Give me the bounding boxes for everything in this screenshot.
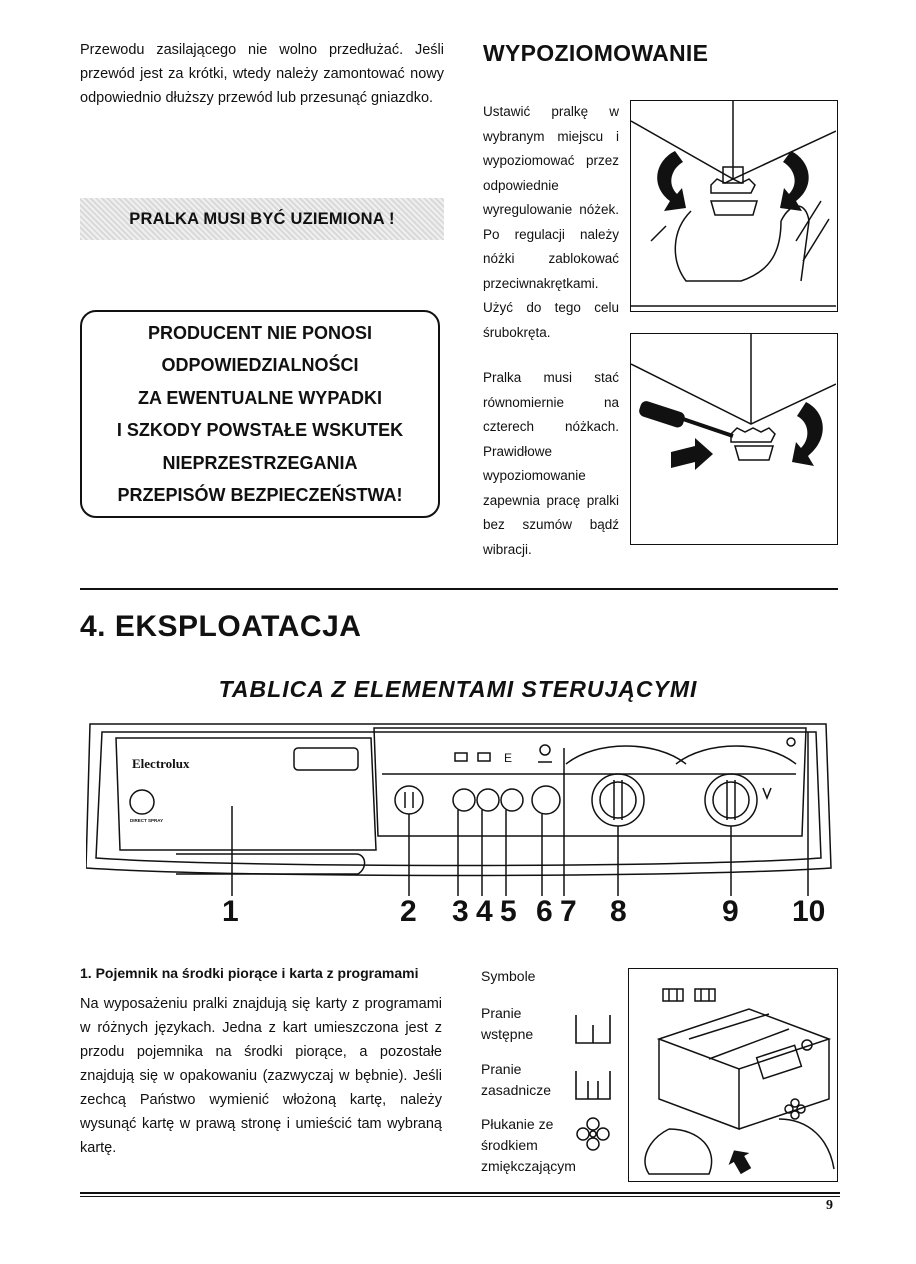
leveling-figure-hand xyxy=(630,100,838,312)
control-panel-diagram xyxy=(86,718,832,900)
callout-numbers xyxy=(80,895,840,935)
symbol-rinse xyxy=(481,1114,616,1177)
mainwash-label: Pranie zasadnicze xyxy=(481,1061,552,1098)
prewash-label: Pranie wstępne xyxy=(481,1005,534,1042)
section-divider xyxy=(80,588,838,590)
hand-adjusting-foot-illustration xyxy=(631,101,836,310)
symbols-title: Symbole xyxy=(481,968,536,984)
warning-line: PRZEPISÓW BEZPIECZEŃSTWA! xyxy=(117,485,403,505)
footer-rule-thin xyxy=(80,1196,840,1197)
callout-3: 3 xyxy=(452,895,469,928)
softener-flower-icon xyxy=(575,1116,611,1152)
grounding-text: PRALKA MUSI BYĆ UZIEMIONA ! xyxy=(129,209,395,228)
symbol-prewash xyxy=(481,1003,616,1045)
callout-6: 6 xyxy=(536,895,553,928)
leveling-paragraph-2: Pralka musi stać równomiernie na czterech nóżkach. Prawidłowe wypoziomowanie zapewnia pracę pralki bez szumów bądź wibracji. xyxy=(483,370,619,557)
prewash-compartment-icon xyxy=(573,1011,613,1047)
item-1-text: Na wyposażeniu pralki znajdują się karty z programami w różnych językach. Jedna z kart umieszczona jest z przodu pojemnika na środki piorące, a pozostałe znajdują się w opakowaniu (zazwyczaj w bębnie). Jeśli zechcą Państwo wymienić włożoną kartę, należy wysunąć kartę w prawą stronę i umieścić tam wybraną kartę. xyxy=(80,996,442,1156)
mainwash-compartment-icon xyxy=(573,1067,613,1103)
page-number: 9 xyxy=(826,1198,833,1213)
warning-line: ZA EWENTUALNE WYPADKI xyxy=(138,387,382,408)
control-panel-title: TABLICA Z ELEMENTAMI STERUJĄCYMI xyxy=(218,676,698,702)
rinse-label: Płukanie ze środkiem zmiękczającym xyxy=(481,1116,576,1174)
leveling-title: WYPOZIOMOWANIE xyxy=(483,40,709,66)
symbol-mainwash xyxy=(481,1059,616,1101)
screwdriver-locking-nut-illustration xyxy=(631,334,836,543)
warning-line: NIEPRZESTRZEGANIA xyxy=(162,452,358,473)
brand-logo: Electrolux xyxy=(132,756,190,771)
grounding-notice xyxy=(80,198,444,240)
intro-paragraph: Przewodu zasilającego nie wolno przedłużać. Jeśli przewód jest za krótki, wtedy należy zamontować nowy odpowiednio dłuższy przewód lub przesunąć gniazdko. xyxy=(80,42,444,106)
callout-10: 10 xyxy=(792,895,826,928)
detergent-drawer-illustration xyxy=(629,969,836,1180)
direct-spray-label: DIRECT SPRAY xyxy=(130,818,164,823)
warning-line: ODPOWIEDZIALNOŚCI xyxy=(161,355,359,375)
callout-5: 5 xyxy=(500,895,517,928)
callout-2: 2 xyxy=(400,895,417,928)
warning-line: I SZKODY POWSTAŁE WSKUTEK xyxy=(116,420,404,440)
safety-warning-box xyxy=(80,310,440,518)
footer-rule xyxy=(80,1192,840,1194)
callout-8: 8 xyxy=(610,895,627,928)
callout-4: 4 xyxy=(476,895,493,928)
warning-line: PRODUCENT NIE PONOSI xyxy=(147,322,373,343)
leveling-figure-screwdriver xyxy=(630,333,838,545)
symbol-e: E xyxy=(504,751,513,765)
leveling-paragraph-1: Ustawić pralkę w wybranym miejscu i wypoziomować przez odpowiednie wyregulowanie nóżek. Po regulacji należy nóżki zablokować przeciwnakrętkami. Użyć do tego celu śrubokręta. xyxy=(483,104,619,340)
callout-7: 7 xyxy=(560,895,577,928)
section-title: 4. EKSPLOATACJA xyxy=(80,610,362,643)
control-panel-drawing xyxy=(86,718,832,900)
detergent-drawer-figure xyxy=(628,968,838,1182)
callout-1: 1 xyxy=(222,895,239,928)
item-1-heading: 1. Pojemnik na środki piorące i karta z programami xyxy=(80,965,419,981)
callout-9: 9 xyxy=(722,895,739,928)
